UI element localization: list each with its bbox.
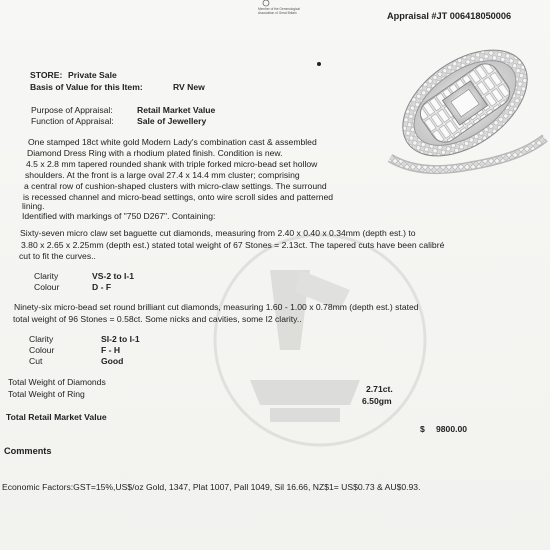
cut-label: Cut — [29, 356, 43, 366]
stones2-line: total weight of 96 Stones = 0.58ct. Some nicks and cavities, some I2 clarity.. — [13, 314, 302, 324]
comments-heading: Comments — [4, 446, 52, 456]
description-line: 4.5 x 2.8 mm tapered rounded shank with triple forked micro-bead set hollow — [26, 159, 318, 169]
stones1-line: cut to fit the curves.. — [19, 251, 96, 261]
appraisal-number: Appraisal #JT 006418050006 — [387, 11, 512, 21]
currency-symbol: $ — [420, 424, 425, 434]
stones2-line: Ninety-six micro-bead set round brilliant cut diamonds, measuring 1.60 - 1.00 x 0.78mm (depth est.) stated — [14, 302, 419, 312]
description-line: a central row of cushion-shaped clusters with micro-claw settings. The surround — [24, 181, 327, 191]
stones1-line: Sixty-seven micro claw set baguette cut diamonds, measuring from 2.40 x 0.40 x 0.34mm (depth est.) to — [20, 228, 416, 238]
colour-label: Colour — [34, 282, 60, 292]
description-line: shoulders. At the front is a large oval 27.4 x 14.4 mm cluster; comprising — [25, 170, 300, 180]
economic-factors: Economic Factors:GST=15%,US$/oz Gold, 1347, Plat 1007, Pall 1049, Sil 16.66, NZ$1= US$0.73 & AU$0.93. — [2, 482, 421, 492]
clarity-value: VS-2 to I-1 — [92, 271, 135, 281]
store-label: STORE: — [30, 70, 63, 80]
total-diamonds-value: 2.71ct. — [366, 384, 393, 394]
function-label: Function of Appraisal: — [31, 116, 114, 126]
purpose-value: Retail Market Value — [137, 105, 216, 115]
description-line: One stamped 18ct white gold Modern Lady's combination cast & assembled — [28, 137, 317, 147]
cut-value: Good — [101, 356, 124, 366]
clarity-value: SI-2 to I-1 — [101, 334, 140, 344]
clarity-label: Clarity — [29, 334, 54, 344]
function-value: Sale of Jewellery — [137, 116, 207, 126]
colour-value: F - H — [101, 345, 121, 355]
purpose-label: Purpose of Appraisal: — [31, 105, 113, 115]
watermark-logo — [150, 230, 430, 450]
retail-value: 9800.00 — [436, 424, 468, 434]
total-diamonds-label: Total Weight of Diamonds — [8, 377, 106, 387]
colour-label: Colour — [29, 345, 55, 355]
description-line: lining. — [22, 201, 45, 211]
store-value: Private Sale — [68, 70, 117, 80]
basis-value: RV New — [173, 82, 205, 92]
description-line: Diamond Dress Ring with a rhodium plated finish. Condition is new. — [27, 148, 283, 158]
total-ring-label: Total Weight of Ring — [8, 389, 85, 399]
photo-dot — [317, 62, 321, 66]
ring-photo — [380, 38, 550, 178]
basis-label: Basis of Value for this Item: — [30, 82, 143, 92]
clarity-label: Clarity — [34, 271, 59, 281]
institute-text: Member of the Gemmological Association of Great Britain — [258, 7, 300, 15]
retail-value-label: Total Retail Market Value — [6, 412, 107, 422]
description-line: is recessed channel and micro-bead settings, onto wire scroll sides and patterned — [23, 192, 334, 202]
colour-value: D - F — [92, 282, 112, 292]
total-ring-value: 6.50gm — [362, 396, 392, 406]
stones1-line: 3.80 x 2.65 x 2.25mm (depth est.) stated total weight of 67 Stones = 2.13ct. The tapered cuts have been calibré — [21, 240, 445, 250]
description-line: Identified with markings of "750 D267". Containing: — [22, 211, 216, 221]
